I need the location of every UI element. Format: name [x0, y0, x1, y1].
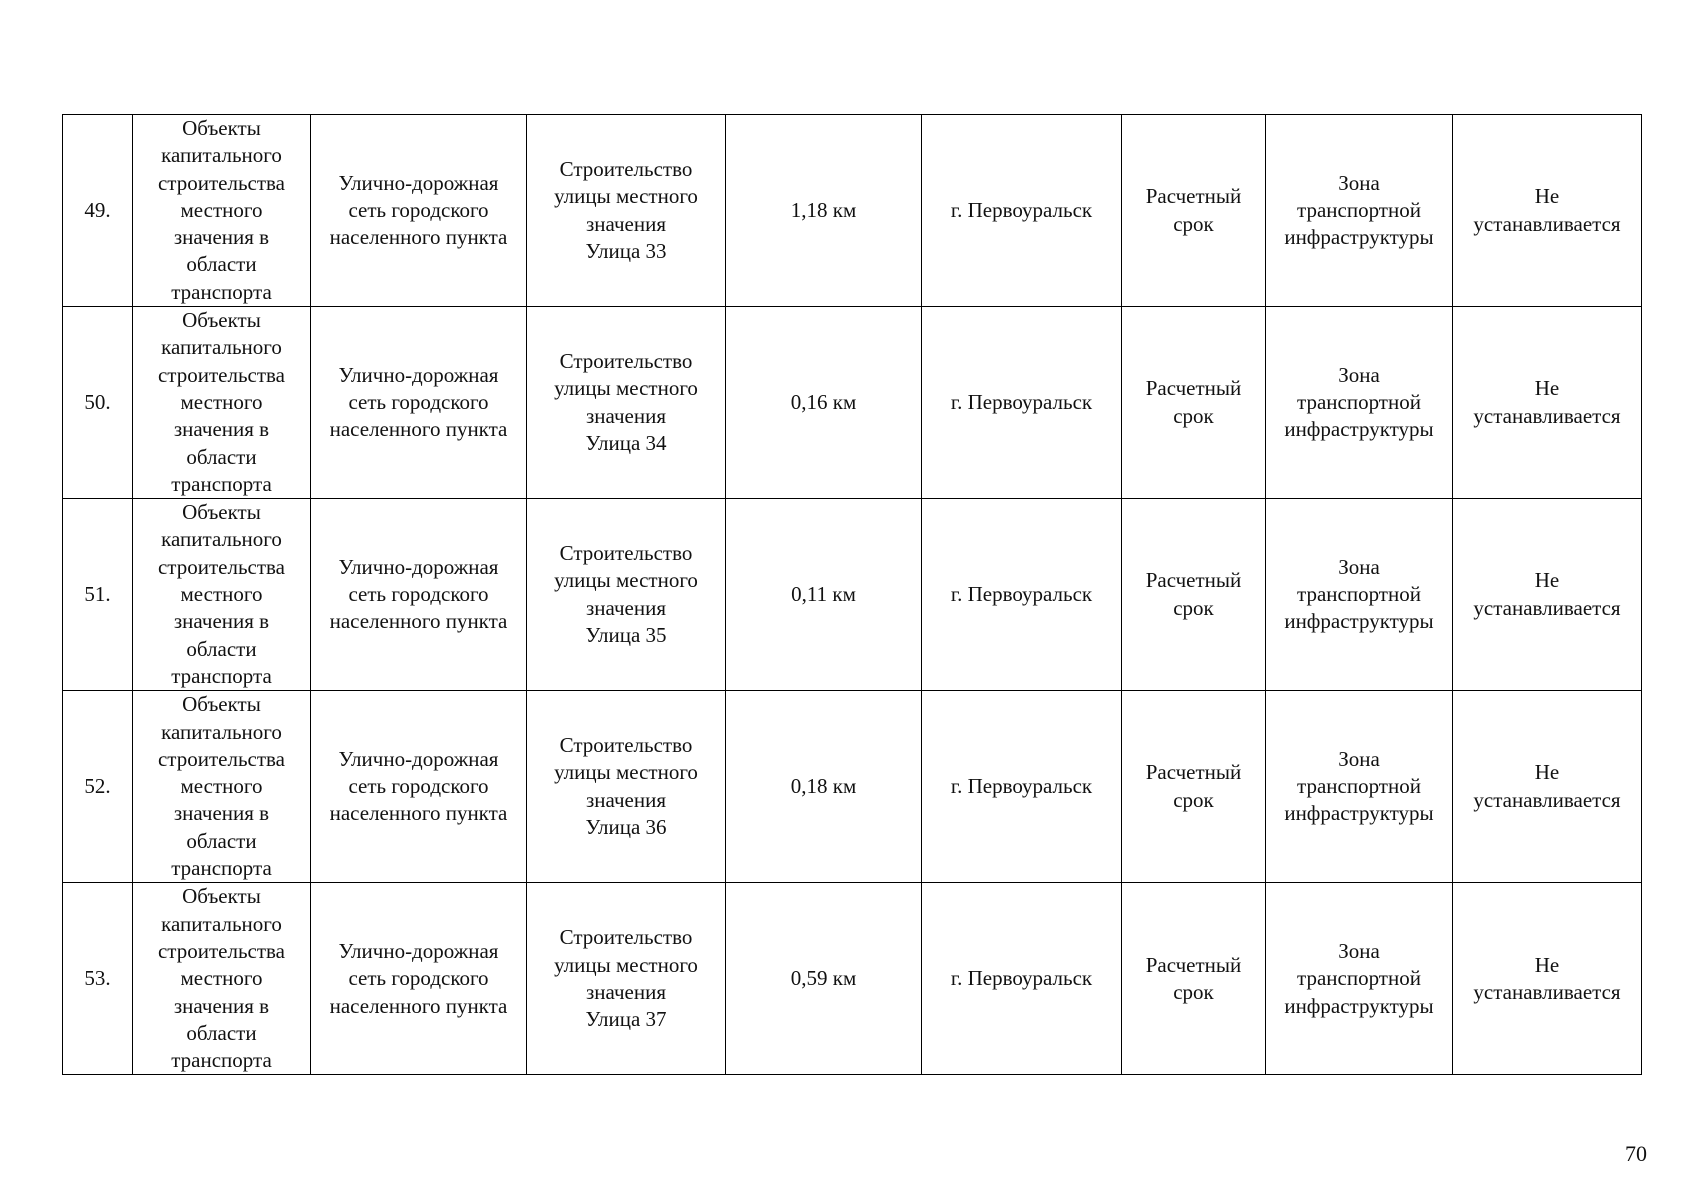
- purpose-cell: [527, 115, 726, 307]
- cell-text-line: Улично-дорожная: [338, 362, 499, 387]
- objects-table: [62, 114, 1642, 1075]
- object-type-cell: [311, 307, 527, 499]
- cell-text-line: значения в: [173, 993, 270, 1018]
- term-cell: [1122, 115, 1266, 307]
- cell-text-line: улицы местного: [554, 952, 698, 977]
- cell-text-line: населенного пункта: [329, 801, 508, 826]
- cell-text-line: сеть городского: [348, 197, 489, 222]
- cell-text-line: устанавливается: [1473, 403, 1621, 428]
- cell-text-line: Строительство: [559, 541, 693, 566]
- cell-text-line: инфраструктуры: [1284, 609, 1434, 634]
- table-row: [63, 499, 1642, 691]
- cell-text-line: Строительство: [559, 733, 693, 758]
- length-cell: 1,18 км: [726, 115, 922, 307]
- cell-text-line: Зона: [1338, 362, 1380, 387]
- cell-text-line: области: [186, 828, 257, 853]
- purpose-cell: [527, 499, 726, 691]
- term-cell: [1122, 307, 1266, 499]
- cell-text-line: капитального: [161, 527, 282, 552]
- cell-text-line: улицы местного: [554, 184, 698, 209]
- cell-text-line: улицы местного: [554, 376, 698, 401]
- cell-text-line: инфраструктуры: [1284, 993, 1434, 1018]
- protection-cell: [1453, 691, 1642, 883]
- zone-cell: [1266, 499, 1453, 691]
- location-cell: г. Первоуральск: [922, 307, 1122, 499]
- cell-text-line: Улично-дорожная: [338, 746, 499, 771]
- cell-text-line: значения: [585, 787, 667, 812]
- cell-text-line: сеть городского: [348, 774, 489, 799]
- cell-text-line: значения в: [173, 609, 270, 634]
- cell-text-line: Улично-дорожная: [338, 554, 499, 579]
- cell-text-line: населенного пункта: [329, 993, 508, 1018]
- cell-text-line: инфраструктуры: [1284, 225, 1434, 250]
- length-cell: 0,16 км: [726, 307, 922, 499]
- category-cell: [133, 499, 311, 691]
- cell-text-line: устанавливается: [1473, 979, 1621, 1004]
- row-number-cell: 49.: [63, 115, 133, 307]
- cell-text-line: Улица 36: [585, 815, 667, 840]
- cell-text-line: Не: [1534, 376, 1560, 401]
- cell-text-line: Не: [1534, 952, 1560, 977]
- cell-text-line: значения в: [173, 801, 270, 826]
- length-cell: 0,59 км: [726, 883, 922, 1075]
- cell-text-line: Строительство: [559, 925, 693, 950]
- cell-text-line: строительства: [157, 170, 285, 195]
- cell-text-line: устанавливается: [1473, 787, 1621, 812]
- cell-text-line: Не: [1534, 184, 1560, 209]
- cell-text-line: устанавливается: [1473, 211, 1621, 236]
- cell-text-line: строительства: [157, 554, 285, 579]
- table-row: [63, 115, 1642, 307]
- category-cell: [133, 883, 311, 1075]
- cell-text-line: Объекты: [182, 500, 261, 525]
- cell-text-line: устанавливается: [1473, 595, 1621, 620]
- cell-text-line: Зона: [1338, 938, 1380, 963]
- cell-text-line: области: [186, 1020, 257, 1045]
- location-cell: г. Первоуральск: [922, 691, 1122, 883]
- cell-text-line: капитального: [161, 911, 282, 936]
- object-type-cell: [311, 883, 527, 1075]
- cell-text-line: транспорта: [171, 663, 272, 688]
- cell-text-line: Расчетный: [1145, 952, 1242, 977]
- cell-text-line: значения: [585, 595, 667, 620]
- cell-text-line: транспортной: [1297, 389, 1421, 414]
- cell-text-line: срок: [1173, 211, 1214, 236]
- cell-text-line: срок: [1173, 787, 1214, 812]
- cell-text-line: значения: [585, 403, 667, 428]
- cell-text-line: Улица 35: [585, 622, 667, 647]
- cell-text-line: транспортной: [1297, 197, 1421, 222]
- cell-text-line: местного: [180, 582, 263, 607]
- cell-text-line: капитального: [161, 335, 282, 360]
- cell-text-line: Не: [1534, 568, 1560, 593]
- object-type-cell: [311, 691, 527, 883]
- cell-text-line: местного: [180, 197, 263, 222]
- cell-text-line: срок: [1173, 979, 1214, 1004]
- cell-text-line: сеть городского: [348, 582, 489, 607]
- cell-text-line: области: [186, 252, 257, 277]
- cell-text-line: сеть городского: [348, 966, 489, 991]
- cell-text-line: области: [186, 444, 257, 469]
- row-number-cell: 52.: [63, 691, 133, 883]
- cell-text-line: инфраструктуры: [1284, 417, 1434, 442]
- cell-text-line: Строительство: [559, 349, 693, 374]
- term-cell: [1122, 883, 1266, 1075]
- cell-text-line: капитального: [161, 143, 282, 168]
- row-number-cell: 51.: [63, 499, 133, 691]
- cell-text-line: области: [186, 636, 257, 661]
- cell-text-line: улицы местного: [554, 760, 698, 785]
- cell-text-line: строительства: [157, 938, 285, 963]
- cell-text-line: Улично-дорожная: [338, 938, 499, 963]
- cell-text-line: Объекты: [182, 884, 261, 909]
- cell-text-line: Зона: [1338, 746, 1380, 771]
- cell-text-line: транспортной: [1297, 582, 1421, 607]
- cell-text-line: сеть городского: [348, 389, 489, 414]
- cell-text-line: Объекты: [182, 308, 261, 333]
- length-cell: 0,11 км: [726, 499, 922, 691]
- table-body: [63, 115, 1642, 1075]
- cell-text-line: транспорта: [171, 1048, 272, 1073]
- cell-text-line: Улица 34: [585, 430, 667, 455]
- zone-cell: [1266, 307, 1453, 499]
- protection-cell: [1453, 307, 1642, 499]
- cell-text-line: Зона: [1338, 554, 1380, 579]
- location-cell: г. Первоуральск: [922, 883, 1122, 1075]
- cell-text-line: Улично-дорожная: [338, 170, 499, 195]
- zone-cell: [1266, 883, 1453, 1075]
- category-cell: [133, 691, 311, 883]
- object-type-cell: [311, 115, 527, 307]
- cell-text-line: транспортной: [1297, 966, 1421, 991]
- row-number-cell: 50.: [63, 307, 133, 499]
- cell-text-line: срок: [1173, 595, 1214, 620]
- length-cell: 0,18 км: [726, 691, 922, 883]
- row-number-cell: 53.: [63, 883, 133, 1075]
- cell-text-line: транспорта: [171, 856, 272, 881]
- location-cell: г. Первоуральск: [922, 499, 1122, 691]
- cell-text-line: значения: [585, 211, 667, 236]
- cell-text-line: населенного пункта: [329, 417, 508, 442]
- purpose-cell: [527, 883, 726, 1075]
- zone-cell: [1266, 115, 1453, 307]
- zone-cell: [1266, 691, 1453, 883]
- cell-text-line: местного: [180, 389, 263, 414]
- cell-text-line: значения в: [173, 417, 270, 442]
- cell-text-line: Расчетный: [1145, 568, 1242, 593]
- cell-text-line: Расчетный: [1145, 760, 1242, 785]
- cell-text-line: местного: [180, 774, 263, 799]
- cell-text-line: Улица 37: [585, 1007, 667, 1032]
- category-cell: [133, 307, 311, 499]
- cell-text-line: значения: [585, 979, 667, 1004]
- cell-text-line: строительства: [157, 362, 285, 387]
- object-type-cell: [311, 499, 527, 691]
- cell-text-line: Расчетный: [1145, 376, 1242, 401]
- location-cell: г. Первоуральск: [922, 115, 1122, 307]
- cell-text-line: Улица 33: [585, 238, 667, 263]
- cell-text-line: Объекты: [182, 116, 261, 140]
- term-cell: [1122, 691, 1266, 883]
- table-row: [63, 307, 1642, 499]
- purpose-cell: [527, 691, 726, 883]
- protection-cell: [1453, 499, 1642, 691]
- page-number: 70: [1625, 1141, 1647, 1166]
- cell-text-line: населенного пункта: [329, 225, 508, 250]
- cell-text-line: строительства: [157, 746, 285, 771]
- cell-text-line: капитального: [161, 719, 282, 744]
- cell-text-line: значения в: [173, 225, 270, 250]
- cell-text-line: Объекты: [182, 692, 261, 717]
- cell-text-line: населенного пункта: [329, 609, 508, 634]
- cell-text-line: местного: [180, 966, 263, 991]
- cell-text-line: транспорта: [171, 471, 272, 496]
- term-cell: [1122, 499, 1266, 691]
- table-row: [63, 691, 1642, 883]
- cell-text-line: транспортной: [1297, 774, 1421, 799]
- protection-cell: [1453, 115, 1642, 307]
- cell-text-line: транспорта: [171, 279, 272, 304]
- purpose-cell: [527, 307, 726, 499]
- protection-cell: [1453, 883, 1642, 1075]
- cell-text-line: Не: [1534, 760, 1560, 785]
- cell-text-line: улицы местного: [554, 568, 698, 593]
- category-cell: [133, 115, 311, 307]
- table-row: [63, 883, 1642, 1075]
- cell-text-line: инфраструктуры: [1284, 801, 1434, 826]
- cell-text-line: Строительство: [559, 156, 693, 181]
- cell-text-line: срок: [1173, 403, 1214, 428]
- cell-text-line: Расчетный: [1145, 184, 1242, 209]
- cell-text-line: Зона: [1338, 170, 1380, 195]
